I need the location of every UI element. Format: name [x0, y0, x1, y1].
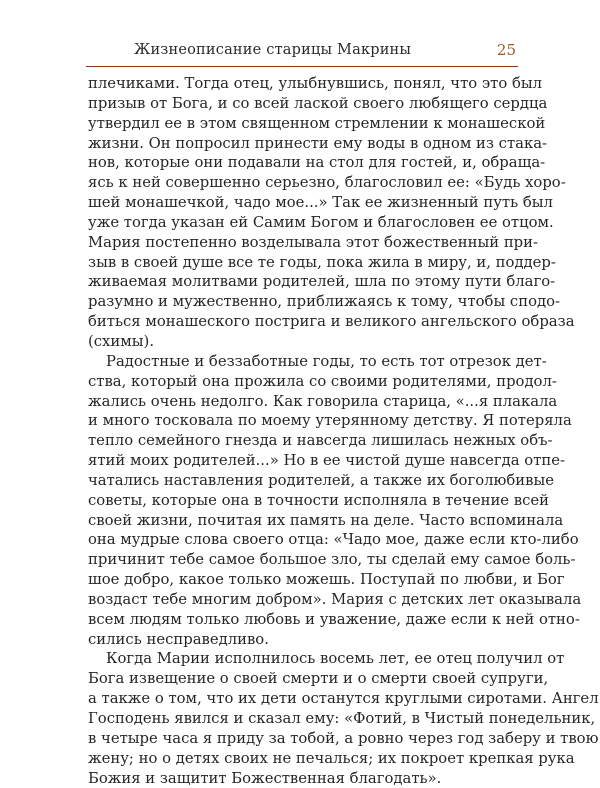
text-line: сились несправедливо. [88, 630, 269, 648]
text-line: жизни. Он попросил принести ему воды в одном из стака- [88, 134, 548, 152]
text-line: а также о том, что их дети останутся круглыми сиротами. Ангел [88, 690, 599, 708]
text-line: живаемая молитвами родителей, шла по этому пути благо- [88, 273, 556, 291]
text-line: зыв в своей душе все те годы, пока жила в миру, и, поддер- [88, 253, 556, 271]
text-line: она мудрые слова своего отца: «Чадо мое, даже если кто-либо [88, 531, 579, 549]
page-number: 25 [496, 41, 516, 59]
text-line: Бога извещение о своей смерти и о смерти своей супруги, [88, 670, 549, 688]
text-line: плечиками. Тогда отец, улыбнувшись, понял, что это был [88, 75, 543, 92]
text-line: разумно и мужественно, приближаясь к тому, чтобы сподо- [88, 293, 560, 311]
text-line: причинит тебе самое большое зло, ты сделай ему самое боль- [88, 551, 576, 569]
header-rule [86, 66, 518, 67]
running-title: Жизнеописание старицы Макрины [134, 42, 412, 58]
text-line: ятий моих родителей...» Но в ее чистой душе навсегда отпе- [88, 452, 566, 470]
text-line: шей монашечкой, чадо мое...» Так ее жизненный путь был [88, 194, 553, 212]
text-line: Мария постепенно возделывала этот божественный при- [88, 233, 539, 251]
text-line: Когда Марии исполнилось восемь лет, ее отец получил от [106, 650, 565, 668]
text-line: Господень явился и сказал ему: «Фотий, в Чистый понедельник, [88, 710, 596, 727]
text-line: и много тосковала по моему утерянному детству. Я потеряла [88, 412, 572, 430]
text-line: Божия и защитит Божественная благодать». [88, 769, 442, 787]
text-line: всем людям только любовь и уважение, даже если к ней отно- [88, 610, 580, 628]
text-line: Радостные и беззаботные годы, то есть тот отрезок дет- [106, 352, 547, 370]
text-line: шое добро, какое только можешь. Поступай по любви, и Бог [88, 571, 565, 589]
text-line: советы, которые она в точности исполняла в течение всей [88, 491, 550, 509]
body-text [88, 74, 599, 788]
text-line: своей жизни, почитая их память на деле. Часто вспоминала [88, 511, 564, 529]
text-line: в четыре часа я приду за тобой, а ровно через год заберу и твою [88, 729, 599, 747]
text-line: жались очень недолго. Как говорила старица, «...я плакала [88, 392, 558, 410]
text-line: воздаст тебе многим добром». Мария с детских лет оказывала [88, 590, 582, 608]
text-line: уже тогда указан ей Самим Богом и благословен ее отцом. [88, 213, 554, 231]
text-line: призыв от Бога, и со всей лаской своего любящего сердца [88, 94, 548, 112]
text-line: жену; но о детях своих не печалься; их покроет крепкая рука [88, 749, 575, 767]
text-line: (схимы). [88, 332, 155, 350]
text-line: ства, который она прожила со своими родителями, продол- [88, 372, 557, 390]
text-line: биться монашеского пострига и великого ангельского образа [88, 313, 575, 331]
text-line: чатались наставления родителей, а также их боголюбивые [88, 471, 555, 489]
text-line: тепло семейного гнезда и навсегда лишилась нежных объ- [88, 432, 553, 450]
text-line: нов, которые они подавали на стол для гостей, и, обраща- [88, 154, 546, 172]
text-line: утвердил ее в этом священном стремлении к монашеской [88, 114, 546, 132]
text-line: ясь к ней совершенно серьезно, благословил ее: «Будь хоро- [88, 174, 566, 192]
running-header [86, 36, 518, 66]
